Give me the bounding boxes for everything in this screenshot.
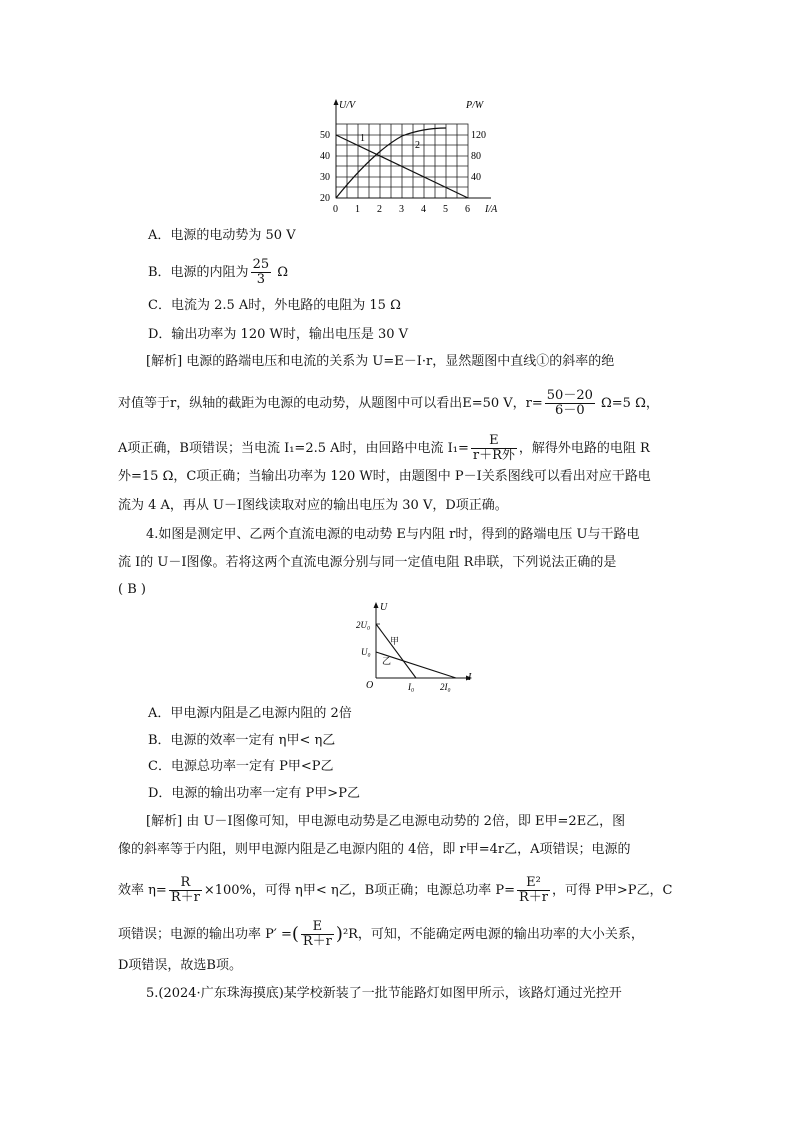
fraction (545, 389, 595, 418)
q4-stem-line2: 流 I的 U－I图像。若将这两个直流电源分别与同一定值电阻 R串联，下列说法正确的是 (118, 555, 617, 570)
text: 效率 η= (118, 883, 167, 898)
x-label: I/A (485, 204, 498, 215)
y-tick-2u0: 2U₀ (356, 620, 371, 630)
numerator: E (301, 920, 334, 935)
text: ×100%，可得 η甲< η乙，B项正确；电源总功率 P= (203, 883, 515, 898)
x-tick: 6 (465, 204, 470, 215)
line-jia-label: 甲 (390, 636, 400, 646)
q4-analysis-line1: [解析] 由 U－I图像可知，甲电源电动势是乙电源电动势的 2倍，即 E甲=2E乙，图 (146, 814, 626, 829)
q3-option-c: C．电流为 2.5 A时，外电路的电阻为 15 Ω (148, 298, 401, 313)
y-left-tick: 40 (320, 151, 330, 162)
paren-close: ) (335, 923, 343, 945)
q4-analysis-line5: D项错误，故选B项。 (118, 958, 242, 973)
q3-option-a: A．电源的电动势为 50 V (148, 228, 296, 243)
denominator: R＋r (302, 934, 332, 949)
graph-u-i-p (315, 96, 515, 221)
denominator: r＋R外 (472, 448, 515, 463)
fraction (301, 920, 334, 949)
paren-open: ( (291, 923, 299, 945)
x-tick: 5 (443, 204, 448, 215)
x-tick: 1 (355, 204, 360, 215)
q3-analysis-line2 (118, 389, 659, 418)
q4-option-c: C．电源总功率一定有 P甲<P乙 (148, 759, 334, 774)
q4-analysis-line4 (118, 920, 644, 949)
text: ，解得外电路的电阻 R (518, 441, 650, 456)
unit: Ω (273, 265, 289, 280)
x-tick: 0 (333, 204, 338, 215)
curve2-label: 2 (415, 140, 420, 151)
text: A项正确，B项错误；当电流 I₁=2.5 A时，由回路中电流 I₁= (118, 441, 469, 456)
q4-analysis-line3 (118, 876, 672, 905)
graph-u-i-two-sources (340, 598, 480, 696)
q3-analysis-line1: [解析] 电源的路端电压和电流的关系为 U=E－I·r，显然题图中直线①的斜率的绝 (146, 354, 615, 369)
q4-option-a: A．甲电源内阻是乙电源内阻的 2倍 (148, 706, 352, 721)
numerator: E² (517, 876, 550, 891)
q4-option-d: D．电源的输出功率一定有 P甲>P乙 (148, 786, 360, 801)
y-left-label: U/V (339, 100, 356, 111)
y-tick-u0: U₀ (361, 647, 371, 657)
text: ²R，可知，不能确定两电源的输出功率的大小关系， (342, 927, 644, 942)
line-yi-label: 乙 (382, 656, 392, 666)
y-left-tick: 50 (320, 130, 330, 141)
y-right-tick: 120 (471, 130, 486, 141)
denominator: R＋r (518, 890, 548, 905)
y-left-tick: 20 (320, 193, 330, 204)
denominator: R＋r (170, 890, 200, 905)
fraction (471, 434, 517, 463)
denominator: 6－0 (555, 403, 585, 418)
numerator: 25 (252, 257, 270, 272)
q4-option-b: B．电源的效率一定有 η甲< η乙 (148, 733, 336, 748)
q4-stem-line1: 4.如图是测定甲、乙两个直流电源的电动势 E与内阻 r时，得到的路端电压 U与干路电 (146, 527, 640, 542)
text: ，可得 P甲>P乙，C (551, 883, 673, 898)
fraction (169, 876, 202, 905)
x-label: I (468, 672, 472, 683)
x-tick: 3 (399, 204, 404, 215)
x-tick: 4 (421, 204, 426, 215)
denominator: 3 (256, 272, 265, 287)
text: Ω=5 Ω， (596, 396, 659, 411)
q3-analysis-line3 (118, 434, 650, 463)
q3-option-b (148, 258, 288, 287)
fraction (517, 876, 550, 905)
numerator: E (471, 434, 517, 449)
x-tick: 2 (377, 204, 382, 215)
q3-option-d: D．输出功率为 120 W时，输出电压是 30 V (148, 327, 409, 342)
fraction (251, 258, 272, 287)
q3-option-b-text: B．电源的内阻为 (148, 265, 249, 280)
x-tick-i0: I₀ (408, 682, 415, 692)
y-right-label: P/W (466, 100, 484, 111)
numerator: 50－20 (546, 388, 593, 403)
numerator: R (169, 876, 202, 891)
x-tick-2i0: 2I₀ (440, 682, 451, 692)
q5-stem-line1: 5.(2024·广东珠海摸底)某学校新装了一批节能路灯如图甲所示，该路灯通过光控开 (146, 986, 622, 1001)
y-right-tick: 40 (471, 172, 481, 183)
origin-label: O (366, 680, 374, 691)
y-right-tick: 80 (471, 151, 481, 162)
curve1-label: 1 (360, 133, 365, 144)
text: 对值等于r，纵轴的截距为电源的电动势，从题图中可以看出E=50 V，r= (118, 396, 543, 411)
text: 项错误；电源的输出功率 P′ = (118, 927, 292, 942)
y-left-tick: 30 (320, 172, 330, 183)
q4-analysis-line2: 像的斜率等于内阻，则甲电源内阻是乙电源内阻的 4倍，即 r甲=4r乙，A项错误；电源的 (118, 842, 631, 857)
y-label: U (380, 602, 388, 613)
q4-answer: ( B ) (118, 582, 146, 597)
q3-analysis-line4: 外=15 Ω，C项正确；当输出功率为 120 W时，由题图中 P－I关系图线可以看出对应干路电 (118, 469, 651, 484)
q3-analysis-line5: 流为 4 A，再从 U－I图线读取对应的输出电压为 30 V，D项正确。 (118, 498, 508, 513)
